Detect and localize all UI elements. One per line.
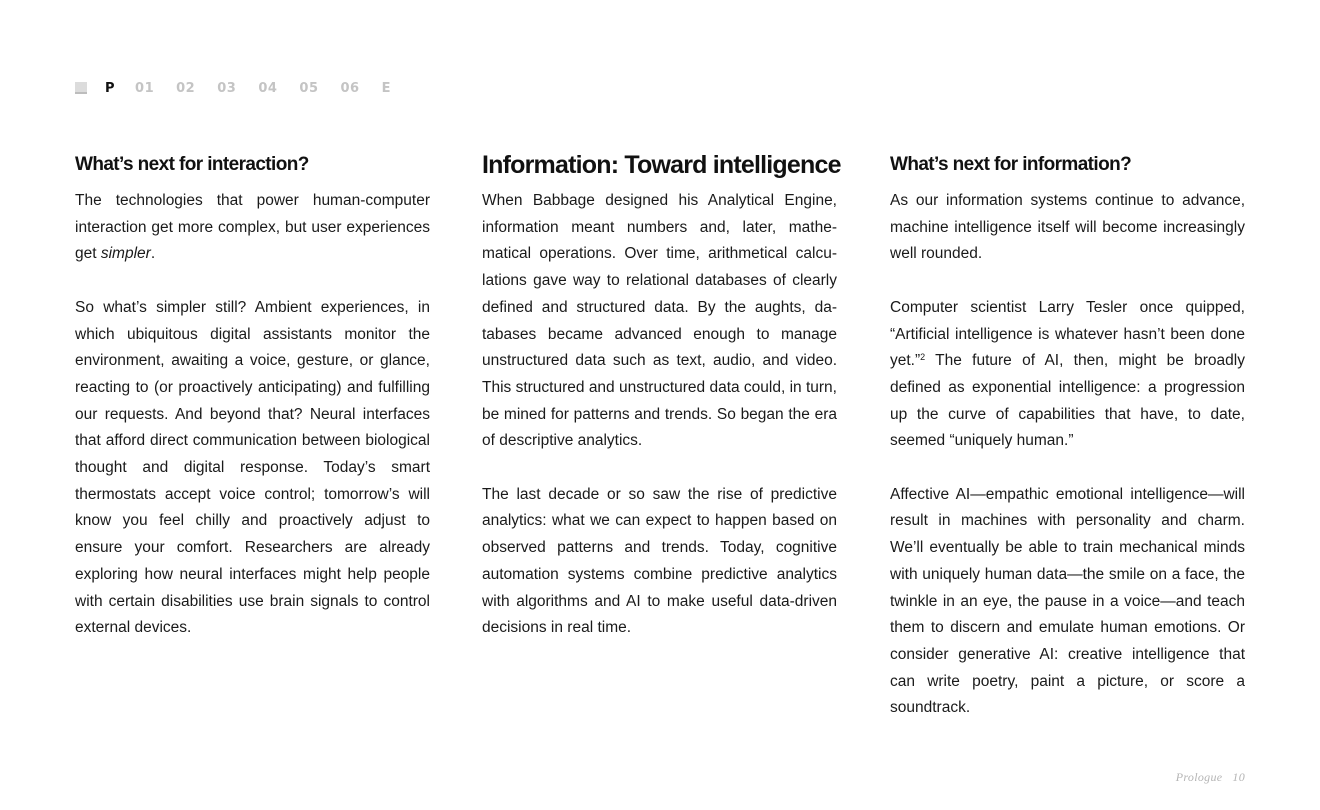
paragraph: Affective AI—empathic emotional intelligence—will result in machines with personality and charm. We’ll eventually be able to train mechanical minds with uniquely human data—the smile on a face, the twinkle in an eye, the pause in a voice—and teach them to discern and emulate human emotions. Or consider generative AI: creative intelligence that can write poetry, paint a picture, or score a soundtrack. xyxy=(890,485,1245,717)
paragraph: So what’s simpler still? Ambient experiences, in which ubiquitous digital assistants monitor the environment, awaiting a voice, gesture, or glance, reacting to (or proactively anticipating) and fulfilling our requests. And beyond that? Neural interfaces that afford direct communication between biological thought and digital response. Today’s smart thermostats accept voice control; tomorrow’s will know you feel chilly and proactively adjust to ensure your comfort. Researchers are already exploring how neural interfaces might help people with certain disabilities use brain signals to control external devices. xyxy=(75,298,430,637)
column-next-for-information xyxy=(890,148,1245,749)
page-number: 10 xyxy=(1232,770,1245,784)
nav-item-02[interactable]: 02 xyxy=(176,80,196,96)
emphasis: simpler xyxy=(100,245,151,263)
nav-item-05[interactable]: 05 xyxy=(299,80,319,96)
nav-item-04[interactable]: 04 xyxy=(258,80,278,96)
column-information-intelligence xyxy=(482,148,841,669)
menu-icon[interactable] xyxy=(75,82,87,94)
footer-section-name: Prologue xyxy=(1175,770,1223,784)
nav-item-prologue[interactable]: P xyxy=(105,80,116,96)
heading-next-for-information: What’s next for information? xyxy=(890,154,1132,175)
page-footer xyxy=(1176,770,1245,785)
section-nav xyxy=(75,80,413,96)
paragraph: Computer scientist Larry Tesler once quipped, “Artificial intelligence is whatever hasn’t been done yet.”$^2$ The future of AI, then, might be broadly defined as exponential intelligence: a progression up the curve of capabilities that have, to date, seemed “uniquely human.” xyxy=(890,298,1245,450)
paragraph: As our information systems continue to advance, machine intelligence itself will become increasingly well rounded. xyxy=(890,192,1245,263)
nav-item-epilogue[interactable]: E xyxy=(381,80,391,96)
nav-item-06[interactable]: 06 xyxy=(340,80,360,96)
nav-item-01[interactable]: 01 xyxy=(135,80,155,96)
paragraph: The last decade or so saw the rise of predictive analytics: what we can expect to happen based on observed patterns and trends. Today, cognitive automation systems combine predictive analytics with algorithms and AI to make useful data-driven decisions in real time. xyxy=(482,485,837,637)
paragraph: The technologies that power human-computer interaction get more complex, but user experiences get simpler. xyxy=(75,192,430,263)
column-interaction xyxy=(75,148,430,669)
nav-item-03[interactable]: 03 xyxy=(217,80,237,96)
heading-toward-intelligence: Information: Toward intelligence xyxy=(482,151,841,179)
footnote-ref: 2 xyxy=(920,352,926,363)
heading-next-for-interaction: What’s next for interaction? xyxy=(75,154,309,175)
paragraph: When Babbage designed his Analytical Engine, information meant numbers and, later, mathematical operations. Over time, arithmetical calculations gave way to relational databases of clearly defined and structured data. By the aughts, databases became advanced enough to manage unstructured data such as text, audio, and video. This structured and unstructured data could, in turn, be mined for patterns and trends. So began the era of descriptive analytics. xyxy=(482,192,837,450)
